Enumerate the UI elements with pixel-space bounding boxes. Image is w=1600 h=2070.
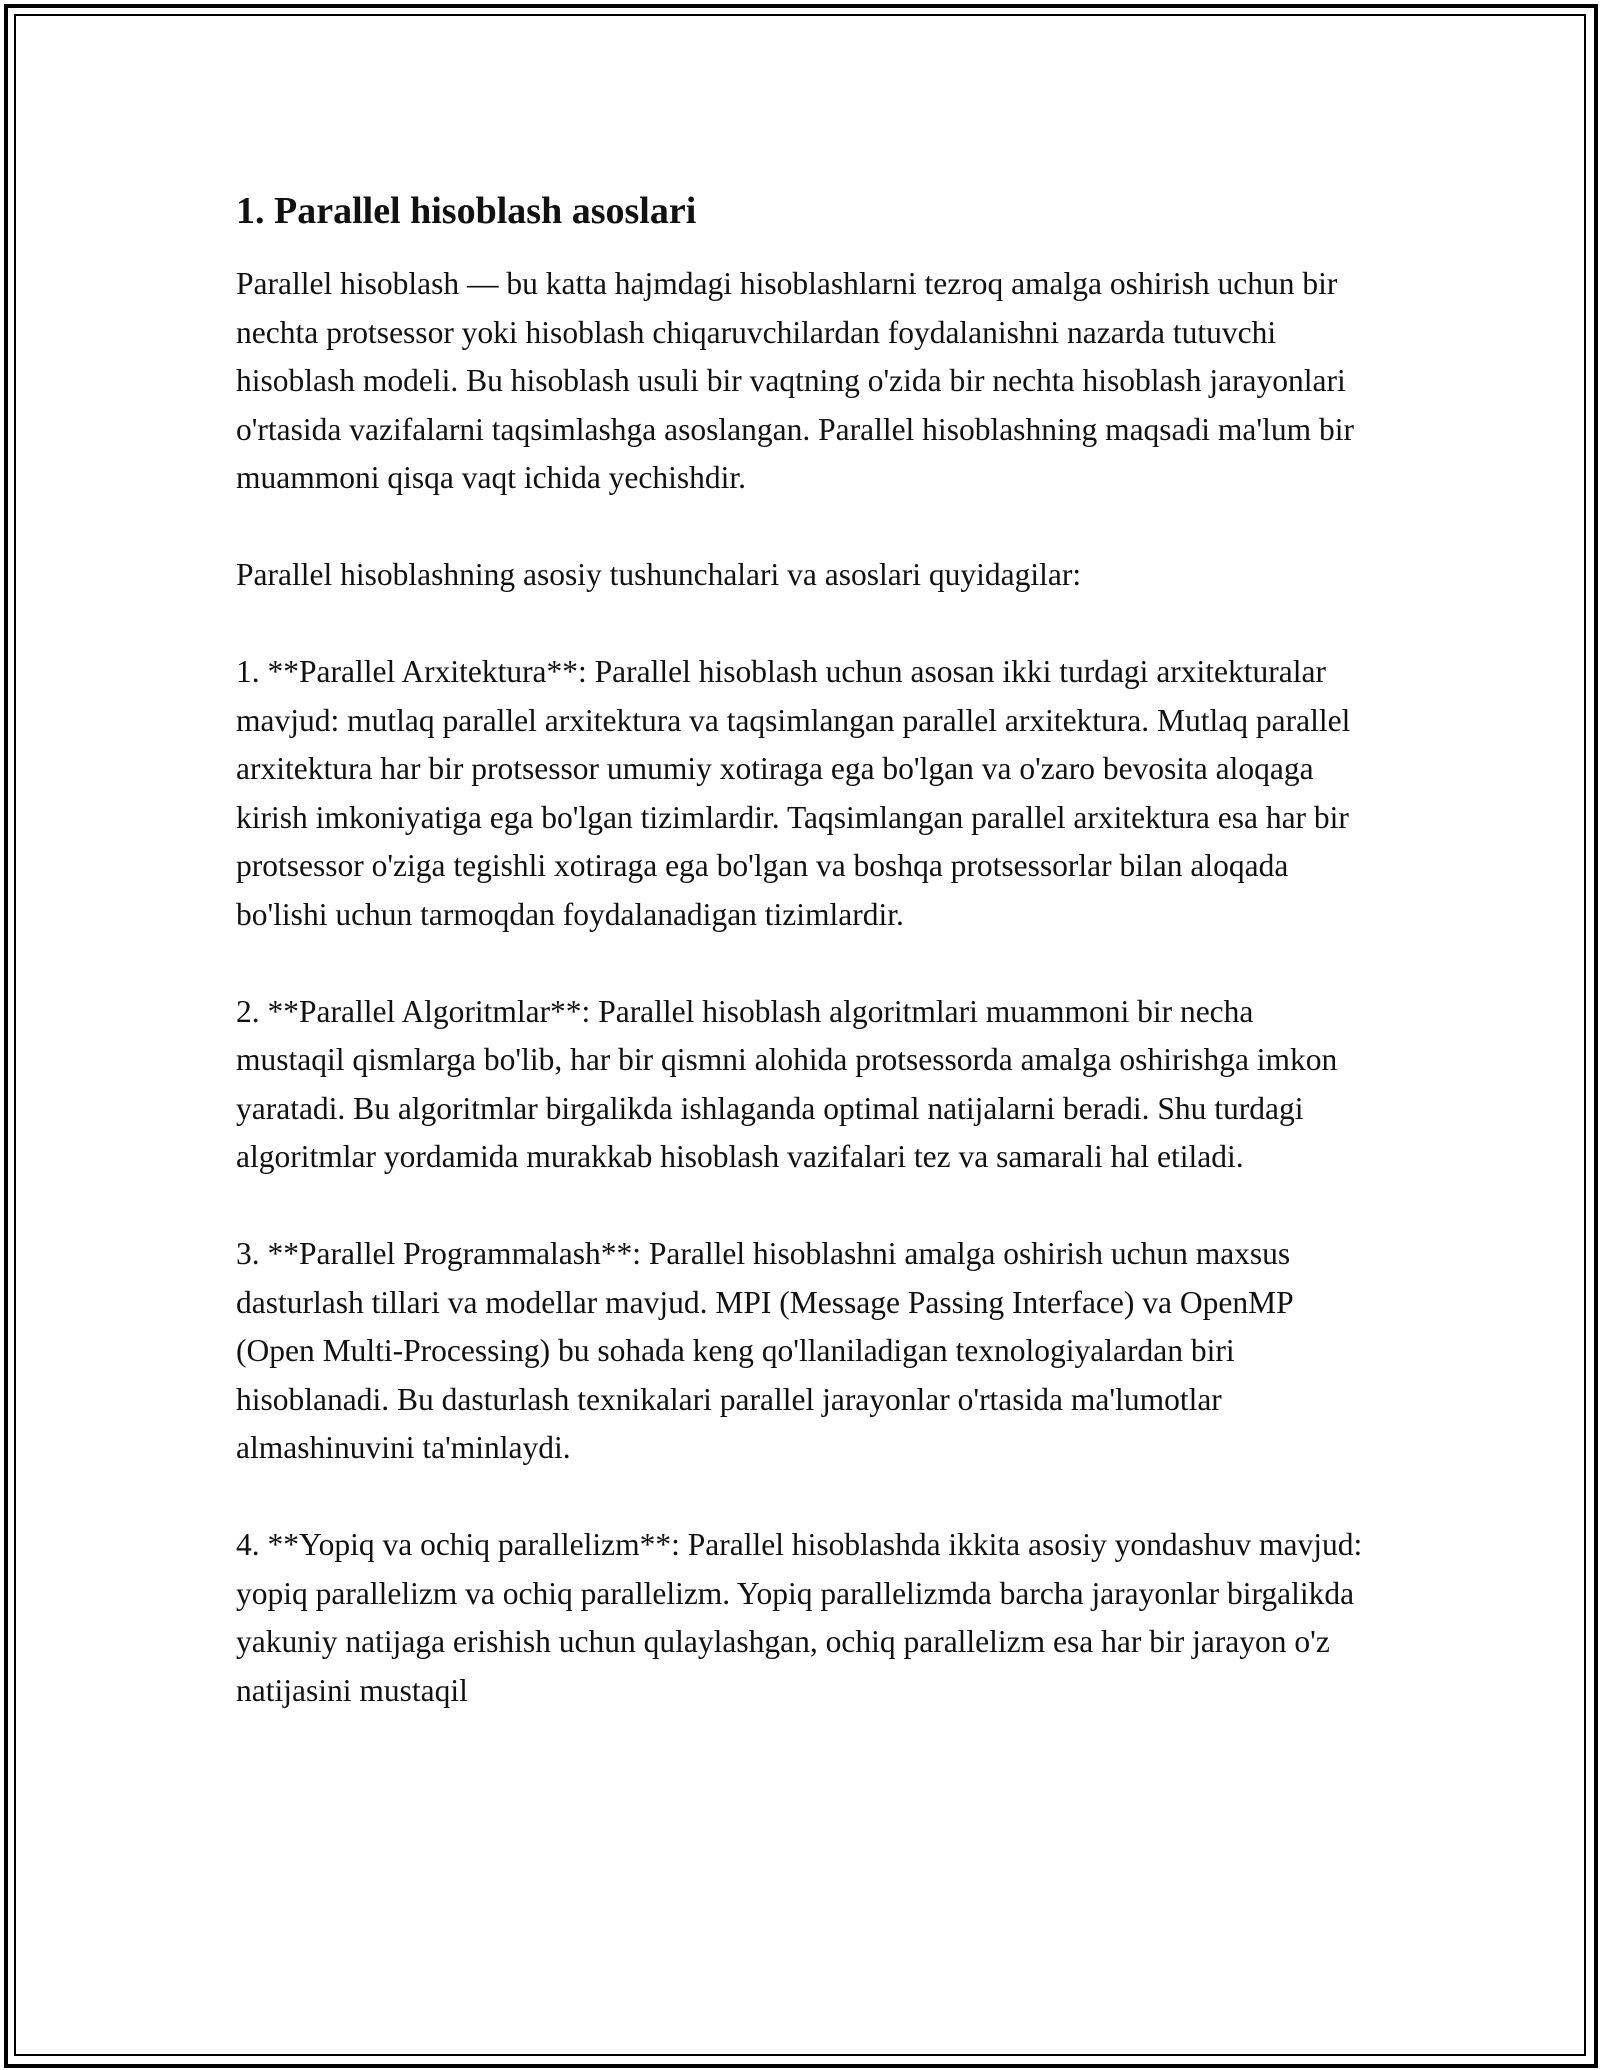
paragraph-overview: Parallel hisoblashning asosiy tushunchalari va asoslari quyidagilar: bbox=[236, 557, 1082, 592]
paragraph-parallelism: 4. **Yopiq va ochiq parallelizm**: Parallel hisoblashda ikkita asosiy yondashuv mavjud: yopiq parallelizm va ochiq parallelizm. Yopiq parallelizmda barcha jarayonlar birgalikda yakuniy natijaga erishish uchun qulaylashgan, ochiq parallelizm esa har bir jarayon o'z natijasini mustaqil bbox=[236, 1527, 1363, 1708]
paragraph-intro: Parallel hisoblash — bu katta hajmdagi hisoblashlarni tezroq amalga oshirish uchun bir nechta protsessor yoki hisoblash chiqaruvchilardan foydalanishni nazarda tutuvchi hisoblash modeli. Bu hisoblash usuli bir vaqtning o'zida bir nechta hisoblash jarayonlari o'rtasida vazifalarni taqsimlashga asoslangan. Parallel hisoblashning maqsadi ma'lum bir muammoni qisqa vaqt ichida yechishdir. bbox=[236, 266, 1354, 495]
document-body bbox=[236, 186, 1366, 1715]
paragraph-programming: 3. **Parallel Programmalash**: Parallel hisoblashni amalga oshirish uchun maxsus dasturlash tillari va modellar mavjud. MPI (Message Passing Interface) va OpenMP (Open Multi-Processing) bu sohada keng qo'llaniladigan texnologiyalardan biri hisoblanadi. Bu dasturlash texnikalari parallel jarayonlar o'rtasida ma'lumotlar almashinuvini ta'minlaydi. bbox=[236, 1236, 1293, 1465]
paragraph-architecture: 1. **Parallel Arxitektura**: Parallel hisoblash uchun asosan ikki turdagi arxitekturalar mavjud: mutlaq parallel arxitektura va taqsimlangan parallel arxitektura. Mutlaq parallel arxitektura har bir protsessor umumiy xotiraga ega bo'lgan va o'zaro bevosita aloqaga kirish imkoniyatiga ega bo'lgan tizimlardir. Taqsimlangan parallel arxitektura esa har bir protsessor o'ziga tegishli xotiraga ega bo'lgan va boshqa protsessorlar bilan aloqada bo'lishi uchun tarmoqdan foydalanadigan tizimlardir. bbox=[236, 654, 1351, 932]
paragraph-algorithms: 2. **Parallel Algoritmlar**: Parallel hisoblash algoritmlari muammoni bir necha mustaqil qismlarga bo'lib, har bir qismni alohida protsessorda amalga oshirishga imkon yaratadi. Bu algoritmlar birgalikda ishlaganda optimal natijalarni beradi. Shu turdagi algoritmlar yordamida murakkab hisoblash vazifalari tez va samarali hal etiladi. bbox=[236, 993, 1338, 1174]
section-heading: 1. Parallel hisoblash asoslari bbox=[236, 190, 697, 232]
